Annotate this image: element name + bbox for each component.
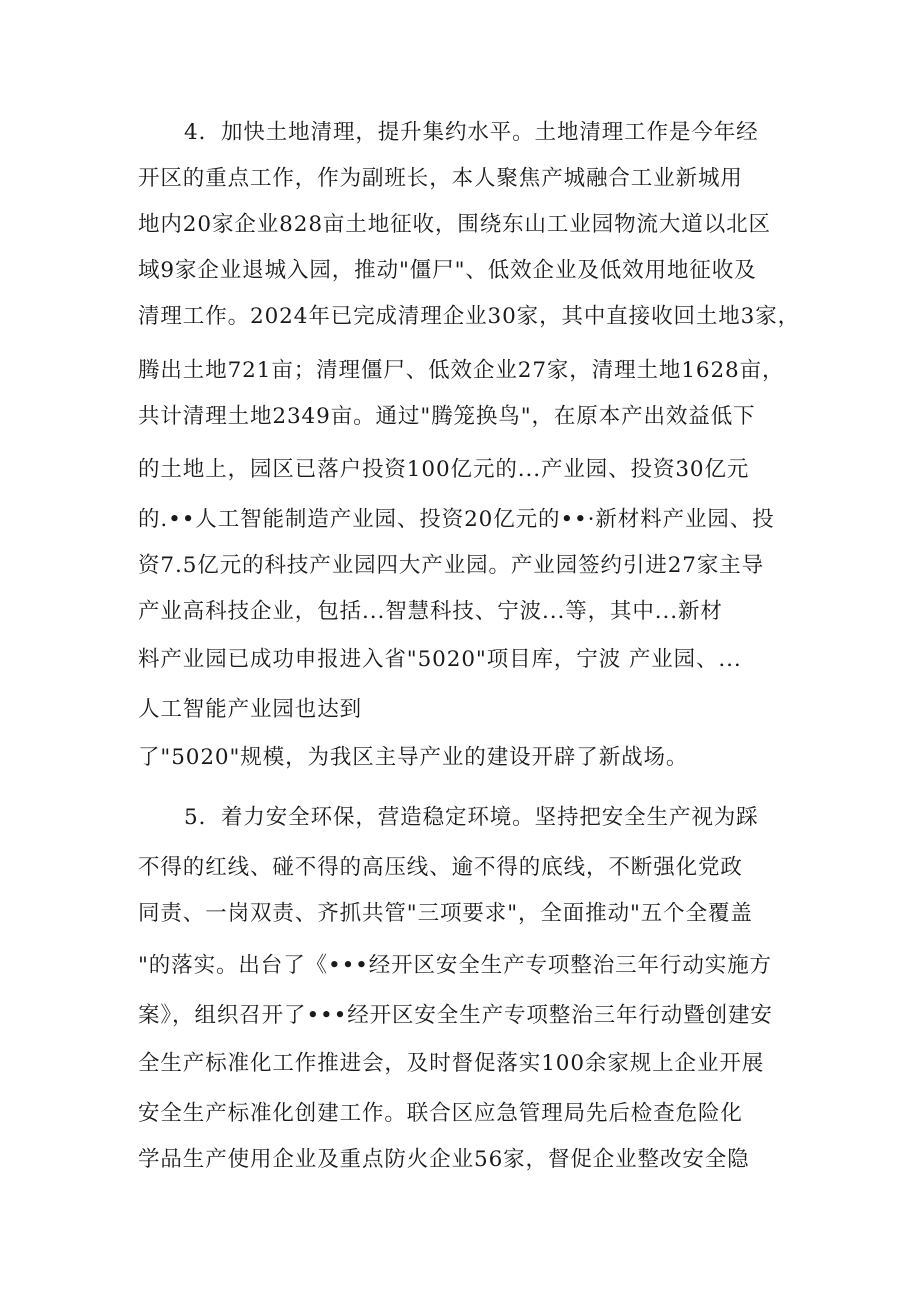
text-line: 安全生产标准化创建工作。联合区应急管理局先后检查危险化 bbox=[138, 1101, 743, 1126]
text-line: 全生产标准化工作推进会，及时督促落实100余家规上企业开展 bbox=[138, 1051, 765, 1076]
text-line: 的.••人工智能制造产业园、投资20亿元的••·新材料产业园、投 bbox=[138, 507, 775, 532]
text-line: 清理工作。2024年已完成清理企业30家，其中直接收回土地3家， bbox=[138, 304, 801, 329]
text-line: 域9家企业退城入园，推动"僵尸"、低效企业及低效用地征收及 bbox=[138, 258, 757, 283]
text-line: 学品生产使用企业及重点防火企业56家，督促企业整改安全隐 bbox=[138, 1147, 750, 1172]
text-line: 4．加快土地清理，提升集约水平。土地清理工作是今年经 bbox=[184, 120, 759, 145]
text-line: 人工智能产业园也达到 bbox=[138, 697, 363, 722]
text-line: 地内20家企业828亩土地征收，围绕东山工业园物流大道以北区 bbox=[138, 212, 771, 237]
text-line: 腾出土地721亩；清理僵尸、低效企业27家，清理土地1628亩， bbox=[138, 358, 785, 383]
text-line: 开区的重点工作，作为副班长，本人聚焦产城融合工业新城用 bbox=[138, 166, 743, 191]
text-line: 资7.5亿元的科技产业园四大产业园。产业园签约引进27家主导 bbox=[138, 553, 765, 578]
text-line: 的土地上，园区已落户投资100亿元的...产业园、投资30亿元 bbox=[138, 457, 750, 482]
text-line: 不得的红线、碰不得的高压线、逾不得的底线，不断强化党政 bbox=[138, 855, 743, 880]
text-line: 了"5020"规模，为我区主导产业的建设开辟了新战场。 bbox=[138, 745, 689, 770]
text-line: "的落实。出台了《•••经开区安全生产专项整治三年行动实施方 bbox=[138, 953, 772, 978]
text-line: 案》，组织召开了•••经开区安全生产专项整治三年行动暨创建安 bbox=[138, 1003, 773, 1028]
text-line: 5．着力安全环保，营造稳定环境。坚持把安全生产视为踩 bbox=[184, 805, 759, 830]
text-line: 同责、一岗双责、齐抓共管"三项要求"，全面推动"五个全覆盖 bbox=[138, 901, 753, 926]
text-line: 产业高科技企业，包括...智慧科技、宁波...等，其中...新材 bbox=[138, 599, 723, 624]
text-line: 共计清理土地2349亩。通过"腾笼换鸟"，在原本产出效益低下 bbox=[138, 404, 756, 429]
text-line: 料产业园已成功申报进入省"5020"项目库，宁波 产业园、... bbox=[138, 647, 742, 672]
